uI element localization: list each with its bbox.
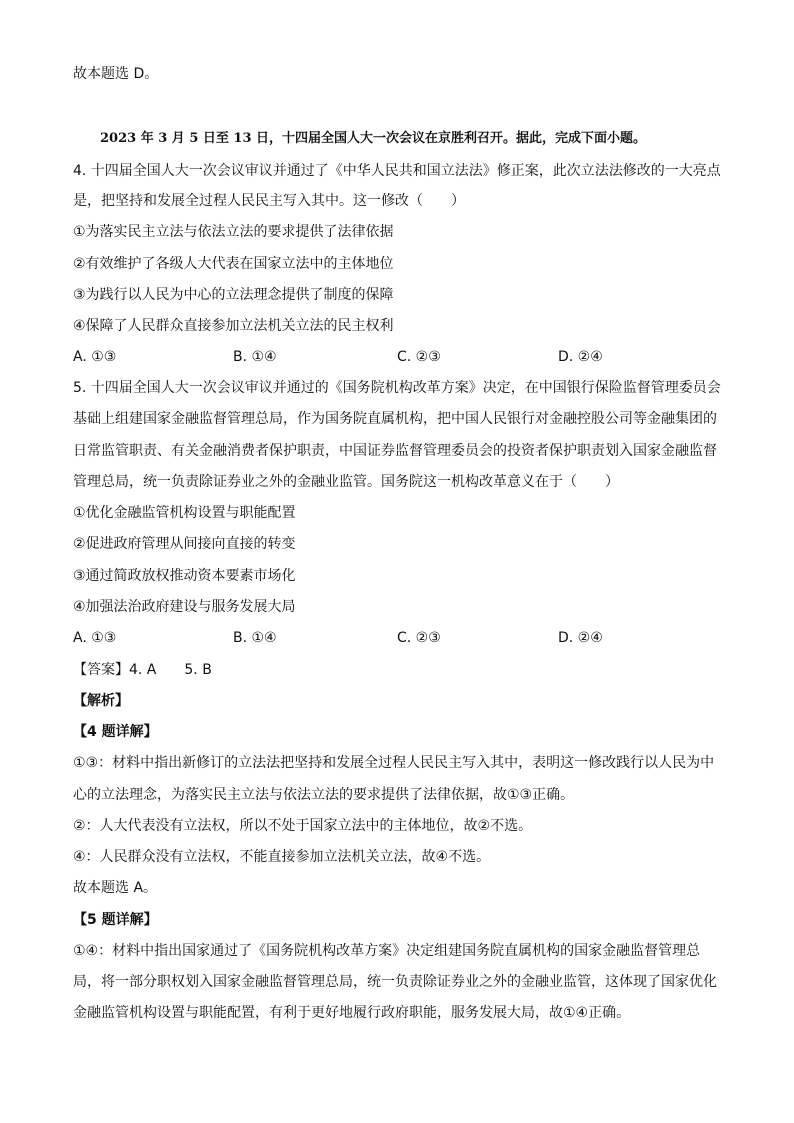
- q4-stem-line-1: 4. 十四届全国人大一次会议审议并通过了《中华人民共和国立法法》修正案，此次立法法修改的一大亮点: [73, 163, 721, 179]
- q5-statement-4: ④加强法治政府建设与服务发展大局: [73, 599, 296, 615]
- q5-stem-line-4: 管理总局，统一负责除证券业之外的金融业监管。国务院这一机构改革意义在于（ ）: [73, 474, 619, 490]
- q4-option-c: C. ②③: [397, 349, 441, 365]
- q5-option-a: A. ①③: [73, 630, 117, 646]
- q4-option-a: A. ①③: [73, 349, 117, 365]
- previous-conclusion: 故本题选 D。: [73, 66, 159, 82]
- q4-detail-line-4: ④：人民群众没有立法权，不能直接参加立法机关立法，故④不选。: [73, 849, 491, 865]
- q4-detail-line-2: 心的立法理念，为落实民主立法与依法立法的要求提供了法律依据，故①③正确。: [73, 787, 575, 803]
- q5-option-d: D. ②④: [558, 630, 603, 646]
- q4-option-b: B. ①④: [233, 349, 277, 365]
- q4-detail-conclusion: 故本题选 A。: [73, 880, 158, 896]
- q5-option-b: B. ①④: [233, 630, 277, 646]
- q5-detail-line-1: ①④：材料中指出国家通过了《国务院机构改革方案》决定组建国务院直属机构的国家金融监督管理总: [73, 943, 701, 959]
- q5-stem-line-1: 5. 十四届全国人大一次会议审议并通过的《国务院机构改革方案》决定，在中国银行保险监督管理委员会: [73, 380, 721, 396]
- q5-detail-heading: 【5 题详解】: [73, 912, 158, 928]
- q4-detail-heading: 【4 题详解】: [73, 724, 158, 740]
- q5-stem-line-2: 基础上组建国家金融监督管理总局，作为国务院直属机构，把中国人民银行对金融控股公司等金融集团的: [73, 411, 717, 427]
- q5-statement-1: ①优化金融监管机构设置与职能配置: [73, 505, 296, 521]
- q4-option-d: D. ②④: [558, 349, 603, 365]
- q4-detail-line-1: ①③：材料中指出新修订的立法法把坚持和发展全过程人民民主写入其中，表明这一修改践行以人民为中: [73, 755, 715, 771]
- q4-detail-line-3: ②：人大代表没有立法权，所以不处于国家立法中的主体地位，故②不选。: [73, 818, 533, 834]
- question-group-intro: 2023 年 3 月 5 日至 13 日，十四届全国人大一次会议在京胜利召开。据此，完成下面小题。: [100, 131, 647, 146]
- q5-detail-line-3: 金融监管机构设置与职能配置，有利于更好地履行政府职能，服务发展大局，故①④正确。: [73, 1005, 631, 1021]
- analysis-heading: 【解析】: [73, 693, 129, 709]
- q5-option-c: C. ②③: [397, 630, 441, 646]
- q4-statement-2: ②有效维护了各级人大代表在国家立法中的主体地位: [73, 256, 394, 272]
- q4-stem-line-2: 是，把坚持和发展全过程人民民主写入其中。这一修改（ ）: [73, 193, 465, 209]
- q4-statement-4: ④保障了人民群众直接参加立法机关立法的民主权利: [73, 318, 394, 334]
- q5-statement-3: ③通过简政放权推动资本要素市场化: [73, 568, 296, 584]
- q4-statement-1: ①为落实民主立法与依法立法的要求提供了法律依据: [73, 224, 394, 240]
- q4-statement-3: ③为践行以人民为中心的立法理念提供了制度的保障: [73, 287, 394, 303]
- q5-statement-2: ②促进政府管理从间接向直接的转变: [73, 536, 296, 552]
- q5-stem-line-3: 日常监管职责、有关金融消费者保护职责，中国证券监督管理委员会的投资者保护职责划入国家金融监督: [73, 443, 717, 459]
- q5-detail-line-2: 局，将一部分职权划入国家金融监督管理总局，统一负责除证券业之外的金融业监管，这体现了国家优化: [73, 974, 717, 990]
- answer-line: 【答案】4. A 5. B: [73, 662, 212, 678]
